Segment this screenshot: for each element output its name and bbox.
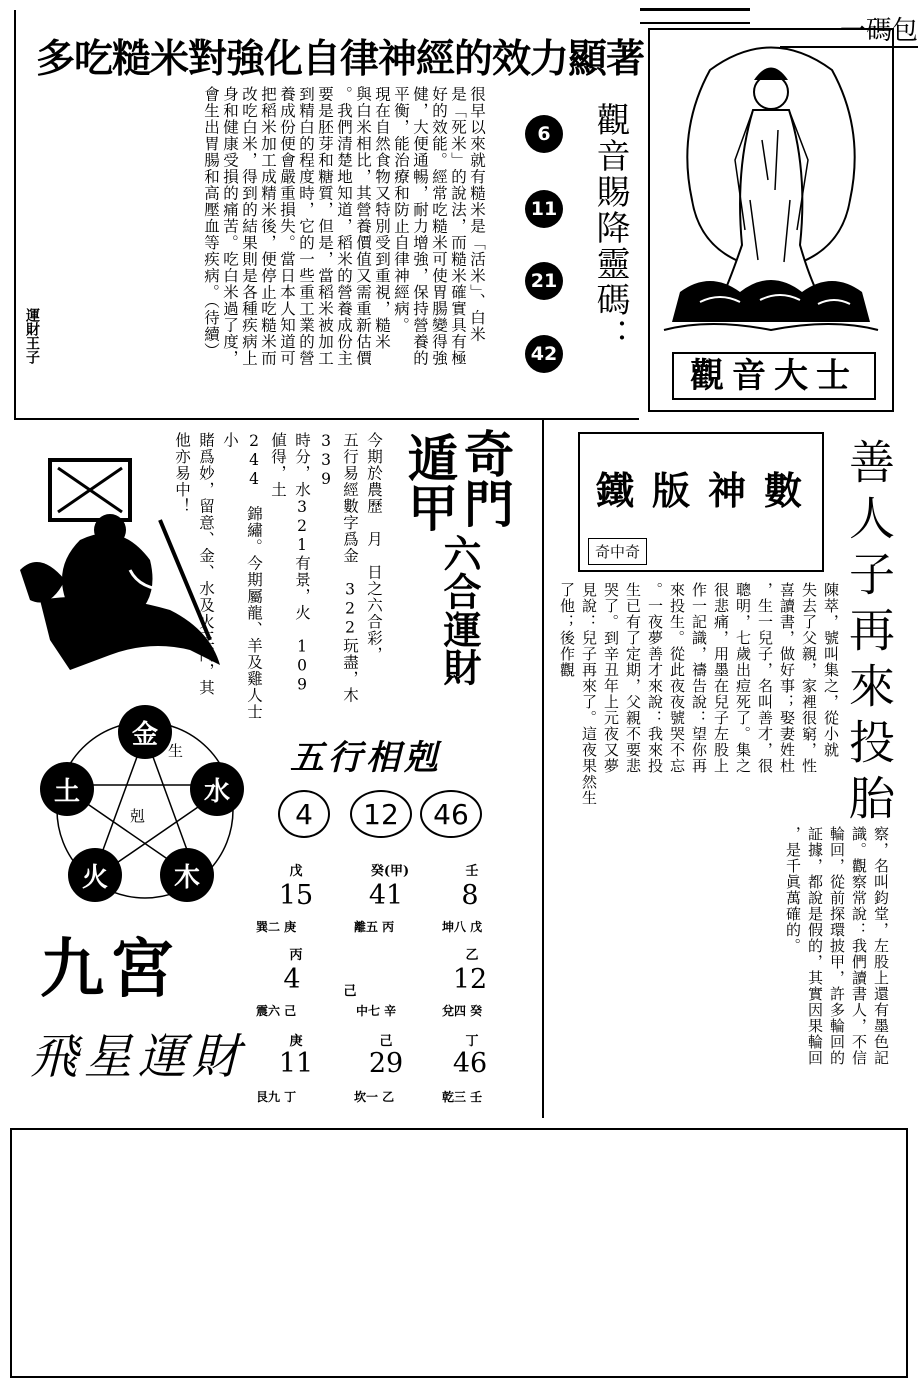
story-body-2 — [782, 826, 892, 1116]
story-column: 哭了。到辛丑年上元夜又夢 — [602, 582, 620, 774]
lucky-number: 6 — [525, 115, 563, 153]
wuxing-number: 4 — [278, 790, 330, 838]
guanyin-caption: 觀音大士 — [672, 352, 876, 400]
element-earth: 土 — [40, 762, 94, 816]
article-column: 健，大便通暢，耐力增強，保持營養的 — [411, 86, 429, 367]
story-banner-box — [578, 432, 824, 572]
story-column: 喜讀書，做好事；娶妻姓杜 — [778, 582, 796, 774]
article-column: 要是胚芽和糖質，但是，當稻米被加工 — [316, 86, 334, 367]
article-column: 會生出胃腸和高壓血等疾病。（待續） — [202, 86, 220, 359]
grid-stem: 丁 — [465, 1034, 479, 1049]
grid-stem: 壬 — [465, 864, 479, 879]
empty-box — [10, 1128, 908, 1378]
story-column: 聰明，七歲出痘死了。集之 — [734, 582, 752, 774]
guanyin-illustration — [650, 30, 892, 342]
grid-number: 41 — [368, 880, 404, 911]
qimen-column: 賭爲妙，留意、金、水及火三門，其 — [197, 432, 215, 696]
grid-label: 巽二 庚 — [256, 920, 297, 934]
grid-number: 15 — [278, 880, 314, 911]
qimen-title-2: 遁甲 — [400, 432, 459, 532]
story-column: 。一夜夢善才來說：我來投 — [646, 582, 664, 774]
lucky-number: 42 — [525, 335, 563, 373]
wuxing-number: 12 — [350, 790, 412, 838]
grid-stem: 乙 — [465, 948, 479, 963]
grid-number: 8 — [461, 880, 479, 911]
jiugong-title: 九宮 — [40, 932, 180, 1007]
wuxing-number: 46 — [420, 790, 482, 838]
grid-label: 震六 己 — [256, 1004, 297, 1018]
top-left-rule — [14, 10, 16, 418]
element-metal: 金 — [118, 705, 172, 759]
qimen-column: 他亦易中！ — [173, 432, 191, 515]
story-column: ，是千眞萬確的。 — [784, 826, 802, 954]
story-title: 善人子再來投胎 — [842, 438, 896, 830]
article-byline: 運財王子 — [24, 308, 40, 364]
grid-stem: 己 — [343, 984, 357, 999]
grid-number: 4 — [283, 964, 301, 995]
qimen-column: 時分，水321有景，火 109 値得，土 — [269, 432, 311, 711]
element-fire: 火 — [68, 848, 122, 902]
article-column: 平衡，能治療和防止自律神經病。 — [392, 86, 410, 334]
element-water: 水 — [190, 762, 244, 816]
corner-label: 一碼包 — [839, 16, 918, 46]
article-column: 養成份便會嚴重損失。當日本人知道可 — [278, 86, 296, 367]
grid-number: 29 — [368, 1048, 404, 1079]
grid-number: 11 — [278, 1048, 314, 1079]
story-column: 識。觀察常說：我們讀書人，不信 — [850, 826, 868, 1066]
article-column: 到精白的程度時，它的一些重工業的營 — [297, 86, 315, 367]
grid-stem: 癸(甲) — [370, 864, 410, 879]
guanyin-code-heading: 觀音賜降靈碼： — [590, 102, 630, 354]
qimen-body — [170, 432, 386, 724]
grid-number: 46 — [452, 1048, 488, 1079]
top-rule — [640, 8, 750, 11]
qimen-column: 五行易經數字爲金 322玩盡，木 339 — [317, 432, 359, 720]
qimen-column: 今期於農歷 月 日之六合彩， — [365, 432, 383, 663]
wuxing-title: 五行相剋 — [290, 738, 442, 778]
qimen-subtitle: 六合運財 — [437, 534, 482, 686]
page-title: 多吃糙米對強化自律神經的效力顯著 — [36, 36, 645, 82]
grid-stem: 丙 — [289, 948, 303, 963]
story-column: 失去了父親，家裡很窮，性 — [800, 582, 818, 774]
story-column: 作一記識，禱告說：望你再 — [690, 582, 708, 774]
grid-label: 中七 辛 — [356, 1004, 397, 1018]
grid-stem: 己 — [379, 1034, 393, 1049]
grid-label: 兌四 癸 — [442, 1004, 483, 1018]
story-tag: 奇中奇 — [588, 538, 647, 565]
story-column: ，生一兒子，名叫善才，很 — [756, 582, 774, 774]
grid-stem: 庚 — [289, 1034, 303, 1049]
story-column: 証據，都說是假的，其實因果輪回 — [806, 826, 824, 1066]
article-column: 改吃白米，得到的結果則是各種疾病上 — [240, 86, 258, 367]
jiugong-subtitle: 飛星運財 — [30, 1029, 247, 1085]
story-column: 來投生。從此夜夜號哭不忘 — [668, 582, 686, 774]
element-wood: 木 — [160, 848, 214, 902]
story-column: 生已有了定期，父親不要悲 — [624, 582, 642, 774]
grid-label: 坎一 乙 — [354, 1090, 395, 1104]
article-column: 與白米相比，其營養價值又需重新估價 — [354, 86, 372, 367]
grid-label: 乾三 壬 — [442, 1090, 483, 1104]
lucky-number: 11 — [525, 190, 563, 228]
guanyin-panel — [648, 28, 894, 412]
article-column: 現在自然食物又特別受到重視，糙米 — [373, 86, 391, 350]
grid-stem: 戊 — [289, 864, 303, 879]
article-column: 把稻米加工成精米後，便停止吃糙米而 — [259, 86, 277, 367]
story-column: 見說：兒子再來了。這夜果然生了他；後作觀 — [558, 582, 598, 806]
grid-number: 12 — [452, 964, 488, 995]
story-column: 很悲痛，用墨在兒子左股上 — [712, 582, 730, 774]
article-body — [201, 86, 486, 406]
top-rule-2 — [640, 22, 750, 24]
story-column: 陳萃，號叫集之，從小就 — [822, 582, 840, 758]
qimen-title: 奇門 — [456, 428, 515, 528]
article-column: 身和健康受損的痛苦。吃白米過了度， — [221, 86, 239, 367]
grid-label: 坤八 戊 — [442, 920, 483, 934]
article-column: 是「死米」的說法，而糙米確實具有極 — [449, 86, 467, 367]
grid-label: 艮九 丁 — [256, 1090, 297, 1104]
ke-label: 剋 — [130, 807, 146, 825]
grid-label: 離五 丙 — [354, 920, 395, 934]
story-column: 輪回，從前探環披甲，許多輪回的 — [828, 826, 846, 1066]
story-body — [556, 582, 842, 814]
sheng-label: 生 — [168, 742, 184, 760]
lucky-number: 21 — [525, 262, 563, 300]
article-column: 。我們清楚地知道，稻米的營養成份主 — [335, 86, 353, 367]
story-column: 察，名叫鈞堂，左股上還有墨色記 — [872, 826, 890, 1066]
article-column: 很早以來就有糙米是「活米」、白米 — [468, 86, 486, 343]
qimen-column: 244 錦繡。今期屬龍、羊及雞人士小 — [221, 432, 263, 720]
article-column: 好的效能。經常吃糙米可使胃腸變得強 — [430, 86, 448, 367]
story-banner: 鐵版神數 — [596, 468, 821, 513]
